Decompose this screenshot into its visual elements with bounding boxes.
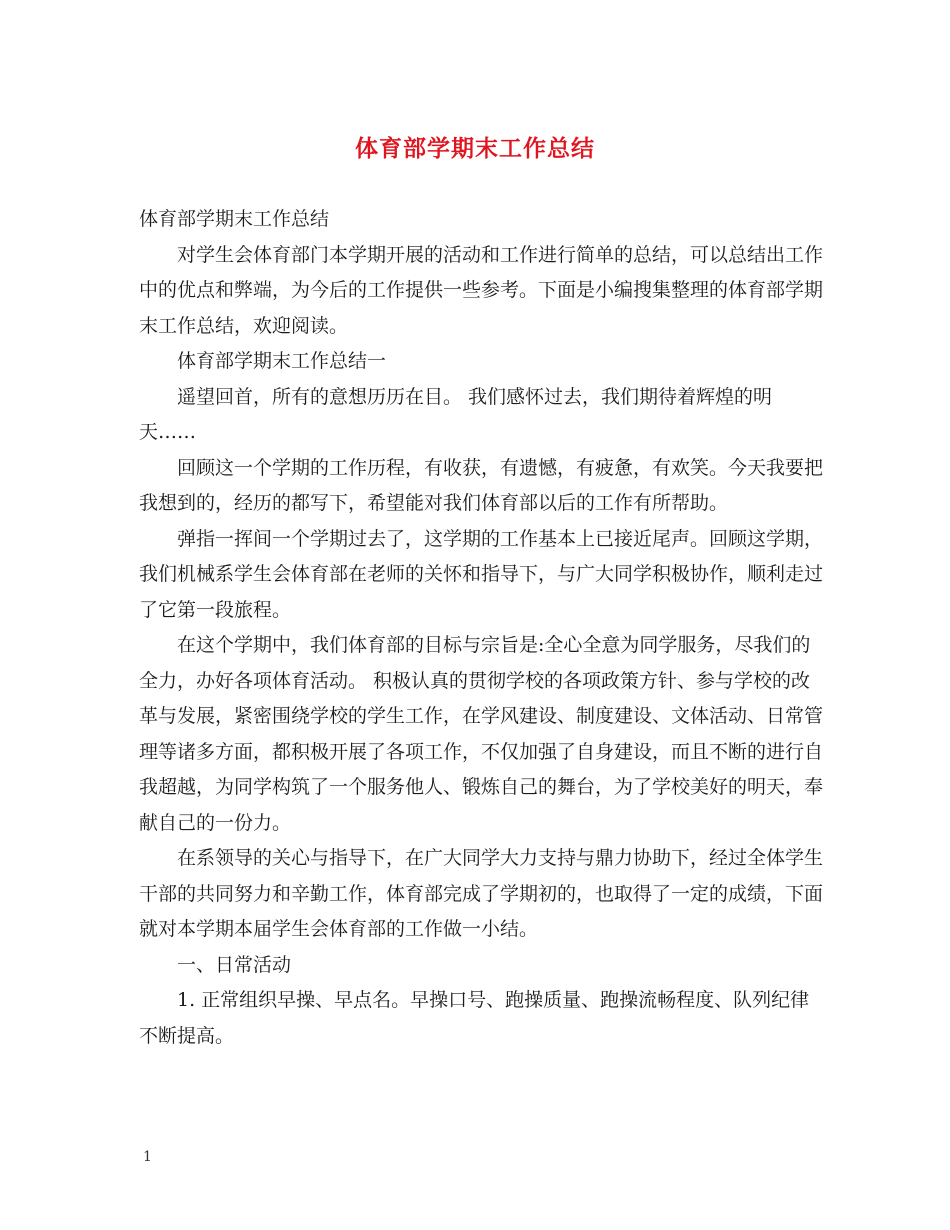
paragraph: 遥望回首，所有的意想历历在目。 我们感怀过去，我们期待着辉煌的明天…… <box>139 385 773 443</box>
list-item: 1. 正常组织早操、早点名。早操口号、跑操质量、跑操流畅程度、队列纪律不断提高。 <box>139 989 810 1047</box>
paragraph-heading: 体育部学期末工作总结 <box>139 208 330 230</box>
paragraph: 弹指一挥间一个学期过去了，这学期的工作基本上已接近尾声。回顾这学期，我们机械系学生会体育部在老师的关怀和指导下，与广大同学积极协作，顺利走过了它第一段旅程。 <box>139 527 824 621</box>
paragraph-subtitle: 体育部学期末工作总结一 <box>177 350 387 372</box>
document-title: 体育部学期末工作总结 <box>355 136 595 162</box>
document-body <box>139 202 825 1054</box>
paragraph-intro: 对学生会体育部门本学期开展的活动和工作进行简单的总结，可以总结出工作中的优点和弊端，为今后的工作提供一些参考。下面是小编搜集整理的体育部学期末工作总结，欢迎阅读。 <box>139 243 824 337</box>
paragraph: 回顾这一个学期的工作历程，有收获，有遗憾，有疲惫，有欢笑。今天我要把我想到的，经历的都写下，希望能对我们体育部以后的工作有所帮助。 <box>139 456 824 514</box>
paragraph: 在这个学期中，我们体育部的目标与宗旨是:全心全意为同学服务，尽我们的全力，办好各项体育活动。 积极认真的贯彻学校的各项政策方针、参与学校的改革与发展，紧密围绕学校的学生工作，在学风建设、制度建设、文体活动、日常管理等诸多方面，都积极开展了各项工作，不仅加强了自身建设，而且不断的进行自我超越，为同学构筑了一个服务他人、锻炼自己的舞台，为了学校美好的明天，奉献自己的一份力。 <box>139 634 824 834</box>
paragraph: 在系领导的关心与指导下，在广大同学大力支持与鼎力协助下，经过全体学生干部的共同努力和辛勤工作，体育部完成了学期初的，也取得了一定的成绩，下面就对本学期本届学生会体育部的工作做一小结。 <box>139 847 824 940</box>
section-heading: 一、日常活动 <box>177 953 292 976</box>
page-number: 1 <box>143 1149 152 1165</box>
